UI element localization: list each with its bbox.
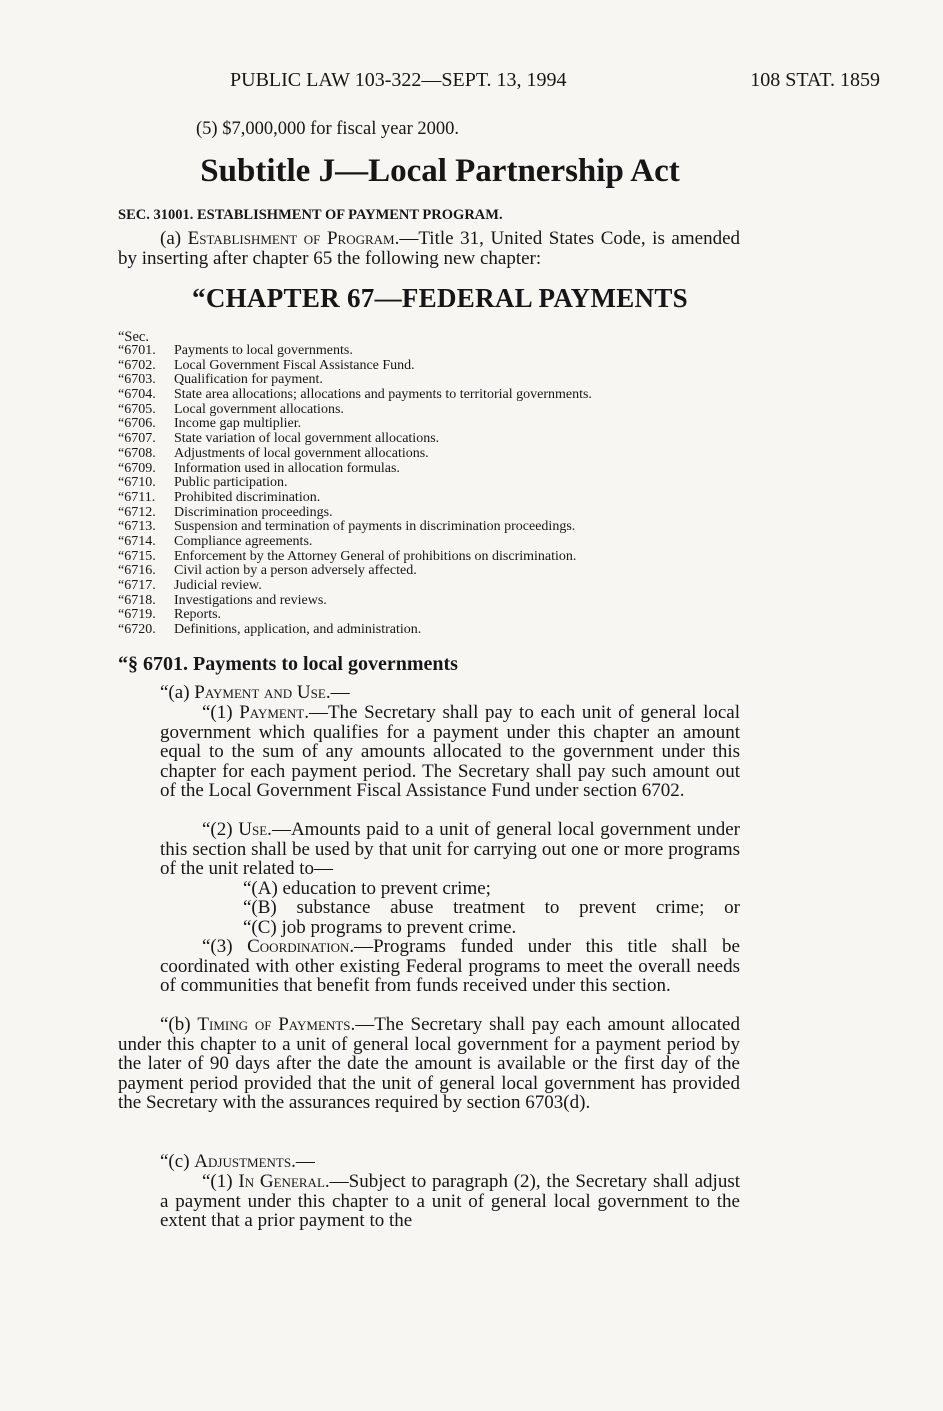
toc-item: “6719. Reports. bbox=[118, 607, 222, 623]
list-item-a: “(A) education to prevent crime; bbox=[243, 878, 491, 899]
toc-item: “6717. Judicial review. bbox=[118, 578, 262, 593]
running-header-title: PUBLIC LAW 103-322—SEPT. 13, 1994 bbox=[230, 69, 567, 91]
toc-item: “6707. State variation of local government allocations. bbox=[118, 431, 440, 447]
paragraph-a-text: —Title 31, United States Code, is amended by inserting after chapter 65 the following new chapter: bbox=[118, 228, 740, 269]
toc-item: “6711. Prohibited discrimination. bbox=[118, 489, 321, 505]
appropriation-line: (5) $7,000,000 for fiscal year 2000. bbox=[196, 119, 460, 139]
list-item-c: “(C) job programs to prevent crime. bbox=[243, 917, 517, 938]
section-6701-heading: “§ 6701. Payments to local governments bbox=[118, 653, 458, 675]
subsection-b-text: “(b) Timing of Payments.—The Secretary shall pay each amount allocated under this chapter to a unit of general local government for a payment period by the later of 90 days after the date the amount is available or the first day of the payment period provided that the unit of general local government has provided the Secretary with the assurances required by section 6703(d). bbox=[118, 1014, 740, 1114]
subsection-c-heading: “(c) Adjustments.— bbox=[160, 1151, 315, 1172]
running-header-stat: 108 STAT. 1859 bbox=[750, 69, 880, 91]
toc-item: “6708. Adjustments of local government allocations. bbox=[118, 445, 429, 461]
section-6701-body bbox=[118, 683, 740, 703]
table-of-contents bbox=[118, 344, 758, 638]
toc-item: “6709. Information used in allocation formulas. bbox=[118, 460, 400, 476]
section-heading: SEC. 31001. ESTABLISHMENT OF PAYMENT PROGRAM. bbox=[118, 207, 503, 223]
toc-item: “6718. Investigations and reviews. bbox=[118, 592, 327, 608]
paragraph-c1-text: “(1) In General.—Subject to paragraph (2), the Secretary shall adjust a payment under this chapter to a unit of general local government to the extent that a prior payment to the bbox=[160, 1171, 740, 1232]
paragraph-2-text: “(2) Use.—Amounts paid to a unit of general local government under this section shall be used by that unit for carrying out one or more programs of the unit related to— bbox=[160, 819, 740, 880]
toc-sec-label: “Sec. bbox=[118, 329, 149, 345]
subtitle-heading: Subtitle J—Local Partnership Act bbox=[200, 153, 680, 189]
toc-item: “6716. Civil action by a person adversely affected. bbox=[118, 563, 417, 579]
toc-item: “6720. Definitions, application, and administration. bbox=[118, 622, 422, 638]
toc-item: “6704. State area allocations; allocations and payments to territorial governments. bbox=[118, 387, 592, 403]
toc-item: “6714. Compliance agreements. bbox=[118, 533, 313, 549]
toc-item: “6705. Local government allocations. bbox=[118, 401, 344, 417]
paragraph-1-text: “(1) Payment.—The Secretary shall pay to each unit of general local government which qualifies for a payment under this chapter an amount equal to the sum of any amounts allocated to the government under this chapter for each payment period. The Secretary shall pay such amount out of the Local Government Fiscal Assistance Fund under section 6702. bbox=[160, 702, 740, 802]
toc-item: “6703. Qualification for payment. bbox=[118, 372, 323, 388]
chapter-title: “CHAPTER 67—FEDERAL PAYMENTS bbox=[192, 283, 688, 313]
paragraph-a-caption: Establishment of Program. bbox=[187, 228, 400, 249]
paragraph-3-text: “(3) Coordination.—Programs funded under this title shall be coordinated with other existing Federal programs to meet the overall needs of communities that benefit from funds received under this section. bbox=[160, 936, 740, 997]
toc-item: “6712. Discrimination proceedings. bbox=[118, 504, 333, 520]
list-item-b: “(B) substance abuse treatment to prevent crime; or bbox=[243, 897, 740, 918]
toc-item: “6710. Public participation. bbox=[118, 475, 288, 491]
paragraph-a bbox=[118, 229, 740, 269]
toc-item: “6713. Suspension and termination of payments in discrimination proceedings. bbox=[118, 519, 576, 535]
subsection-a-heading: “(a) Payment and Use.— bbox=[160, 682, 350, 703]
paragraph-a-label: (a) bbox=[160, 228, 188, 249]
toc-item: “6706. Income gap multiplier. bbox=[118, 416, 302, 432]
toc-item: “6701. Payments to local governments. bbox=[118, 343, 353, 358]
toc-item: “6715. Enforcement by the Attorney General of prohibitions on discrimination. bbox=[118, 548, 577, 564]
toc-item: “6702. Local Government Fiscal Assistance Fund. bbox=[118, 357, 415, 373]
